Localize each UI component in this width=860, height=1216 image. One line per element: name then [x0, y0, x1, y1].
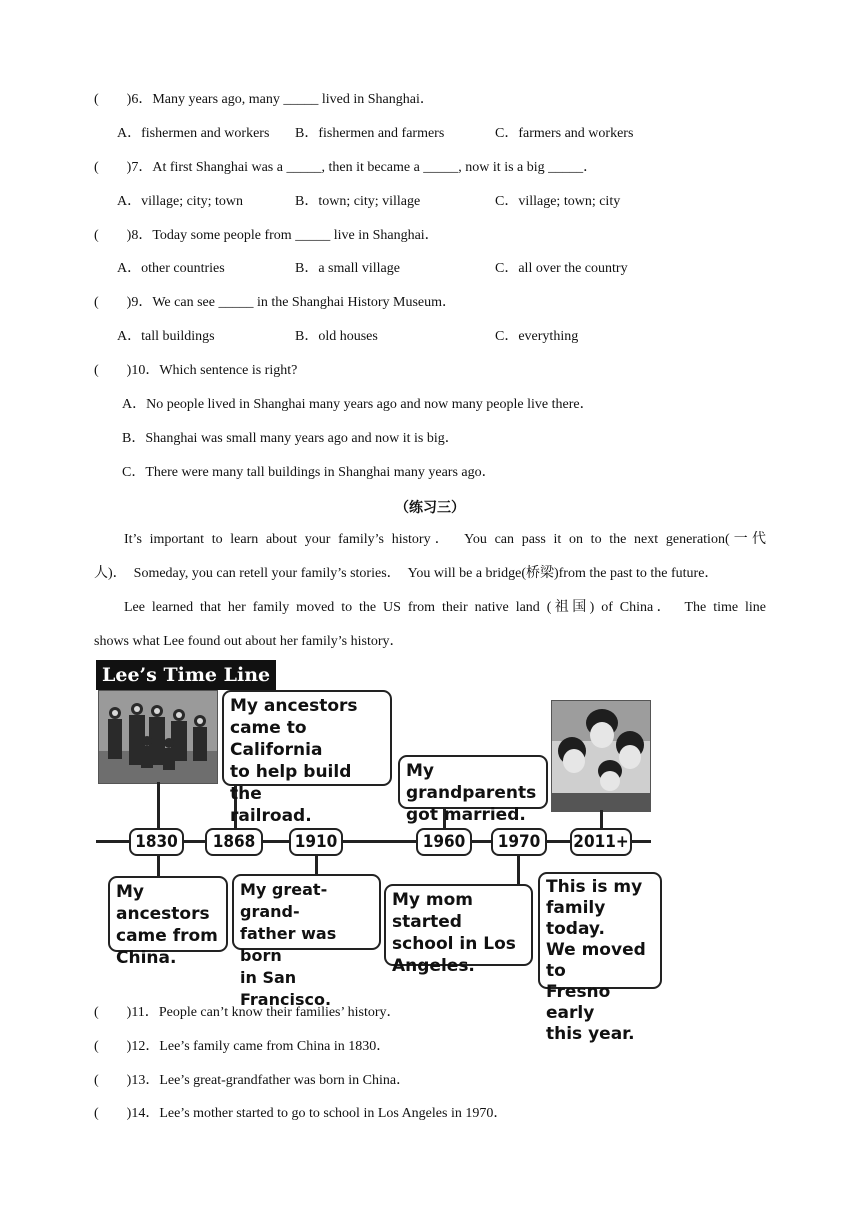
question-number: ( )7．	[94, 160, 153, 175]
old-family-photo-icon	[99, 691, 217, 783]
time-line-title: Lee’s Time Line	[96, 660, 276, 690]
question-number: ( )9．	[94, 295, 153, 310]
question-text: Lee’s mother started to go to school in Los Angeles in 1970．	[159, 1106, 508, 1121]
event-line: came from	[116, 926, 218, 946]
event-line: My great-grand-	[240, 880, 328, 921]
event-line: My grandparents	[406, 761, 537, 803]
question-text: Which sentence is right?	[159, 363, 298, 378]
event-line: came to California	[230, 718, 323, 760]
question-number: ( )6．	[94, 92, 153, 107]
year-1970: 1970	[491, 828, 547, 856]
question-number: ( )12．	[94, 1039, 160, 1054]
question-number: ( )14．	[94, 1106, 160, 1121]
passage-p1-line2: 人)． Someday, you can retell your family’s stories． You will be a bridge(桥梁)from the past to the future．	[94, 566, 719, 581]
option-b: B．old houses	[295, 329, 378, 344]
year-2011: 2011+	[570, 828, 632, 856]
option-a: A．village; city; town	[117, 194, 243, 209]
year-1868: 1868	[205, 828, 263, 856]
question-9	[94, 294, 456, 312]
connector-1970-bottom	[517, 854, 520, 884]
modern-family-photo-icon	[552, 701, 650, 811]
event-line: got married.	[406, 805, 526, 825]
event-1960	[398, 755, 548, 825]
event-line: to help build the	[230, 762, 352, 804]
event-line: My ancestors	[116, 882, 210, 924]
option-c: C．everything	[495, 329, 579, 344]
passage-p1-line1: It’s important to learn about your family’s history． You can pass it on to the next generation(一代	[124, 532, 766, 547]
modern-family-photo	[551, 700, 651, 812]
question-11	[94, 1004, 401, 1022]
event-1868	[222, 690, 392, 826]
question-8	[94, 227, 439, 245]
question-text: Lee’s family came from China in 1830．	[159, 1039, 391, 1054]
year-1910: 1910	[289, 828, 343, 856]
question-text: Today some people from _____ live in Shanghai．	[152, 228, 439, 243]
option-a: A．fishermen and workers	[117, 126, 270, 141]
passage-p2-line2: shows what Lee found out about her family’s history．	[94, 634, 404, 649]
question-12	[94, 1038, 390, 1056]
question-text: Many years ago, many _____ lived in Shanghai．	[152, 92, 434, 107]
year-1830: 1830	[129, 828, 184, 856]
connector-1830-top	[157, 782, 160, 830]
option-b: B．fishermen and farmers	[295, 126, 445, 141]
option-b: B．a small village	[295, 261, 400, 276]
question-text: At first Shanghai was a _____, then it became a _____, now it is a big _____．	[152, 160, 598, 175]
question-7	[94, 159, 597, 177]
question-text: People can’t know their families’ history．	[158, 1005, 401, 1020]
year-1960: 1960	[416, 828, 472, 856]
question-number: ( )11．	[94, 1005, 159, 1020]
event-1830	[108, 876, 228, 968]
old-family-photo	[98, 690, 218, 784]
event-line: railroad.	[230, 806, 312, 826]
question-number: ( )8．	[94, 228, 153, 243]
event-line: This is my	[546, 877, 643, 897]
option-b: B．Shanghai was small many years ago and now it is big．	[122, 431, 459, 446]
option-c: C．village; town; city	[495, 194, 621, 209]
question-text: We can see _____ in the Shanghai History Museum．	[152, 295, 457, 310]
section-heading: （练习三）	[395, 501, 465, 516]
question-6	[94, 91, 434, 109]
option-b: B．town; city; village	[295, 194, 421, 209]
event-line: Fresno early	[546, 982, 611, 1023]
event-line: father was born	[240, 924, 337, 965]
connector-1910-bottom	[315, 854, 318, 874]
question-number: ( )13．	[94, 1073, 160, 1088]
event-line: My mom started	[392, 890, 474, 932]
question-10	[94, 362, 297, 380]
option-c: C．all over the country	[495, 261, 628, 276]
event-line: My ancestors	[230, 696, 358, 716]
question-text: Lee’s great-grandfather was born in China．	[159, 1073, 411, 1088]
event-line: We moved to	[546, 940, 646, 981]
question-14	[94, 1105, 507, 1123]
event-line: China.	[116, 948, 177, 968]
option-c: C．farmers and workers	[495, 126, 634, 141]
option-a: A．tall buildings	[117, 329, 215, 344]
passage-p2-line1: Lee learned that her family moved to the US from their native land (祖国) of China． The time line	[124, 600, 766, 615]
event-line: this year.	[546, 1024, 635, 1044]
option-c: C．There were many tall buildings in Shanghai many years ago．	[122, 465, 496, 480]
connector-1830-bottom	[157, 854, 160, 876]
option-a: A．other countries	[117, 261, 225, 276]
event-line: Angeles.	[392, 956, 475, 976]
connector-2011-top	[600, 810, 603, 830]
event-line: family today.	[546, 898, 606, 939]
question-number: ( )10．	[94, 363, 160, 378]
event-line: in San Francisco.	[240, 968, 332, 1009]
event-1910	[232, 874, 381, 1009]
event-line: school in Los	[392, 934, 516, 954]
event-1970	[384, 884, 533, 976]
question-13	[94, 1072, 410, 1090]
event-2011	[538, 872, 662, 1044]
option-a: A．No people lived in Shanghai many years ago and now many people live there．	[122, 397, 594, 412]
